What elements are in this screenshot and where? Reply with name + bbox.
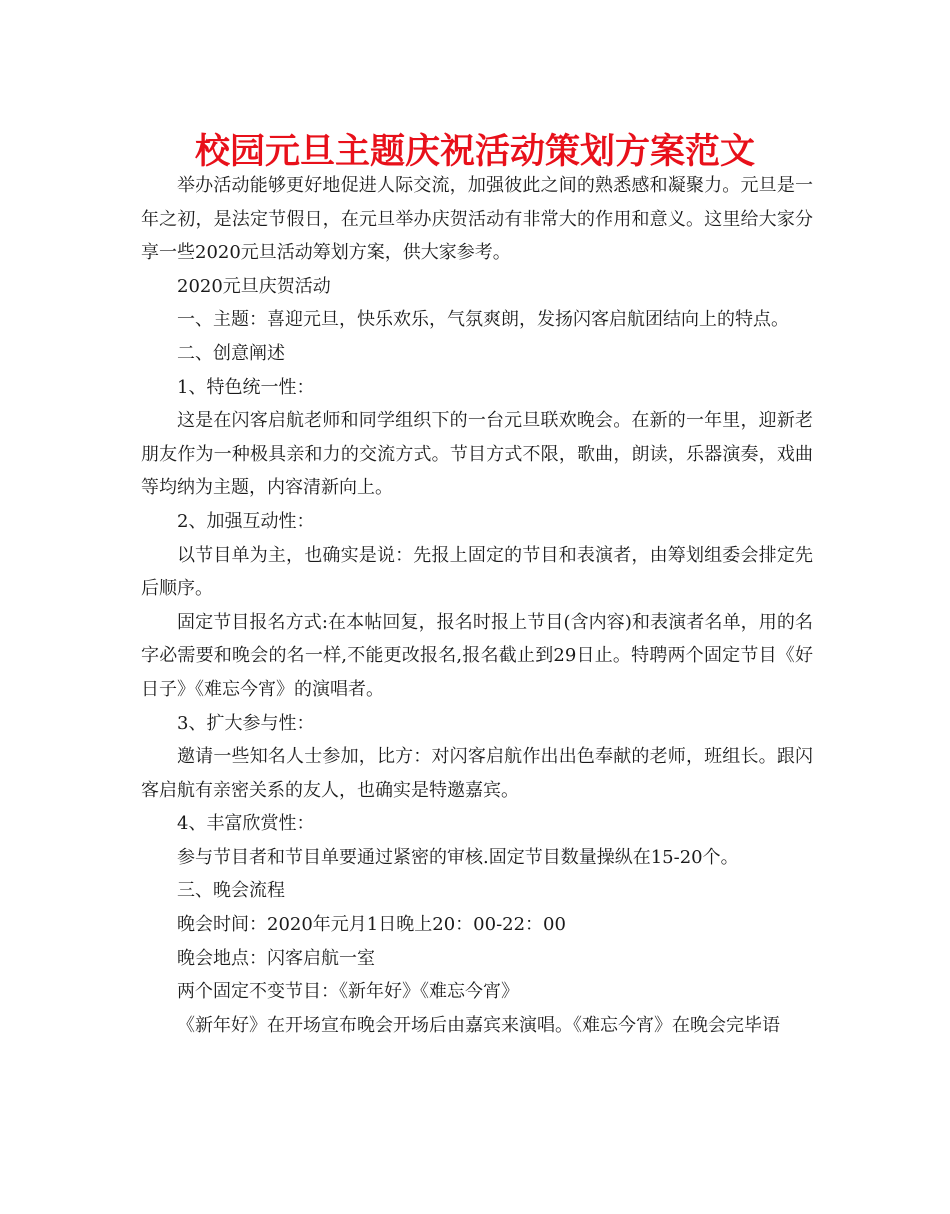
document-body — [141, 169, 813, 1042]
paragraph: 一、主题：喜迎元旦，快乐欢乐，气氛爽朗，发扬闪客启航团结向上的特点。 — [177, 309, 789, 331]
paragraph: 《新年好》在开场宣布晚会开场后由嘉宾来演唱。《难忘今宵》在晚会完毕语 — [177, 1014, 780, 1036]
paragraph: 两个固定不变节目：《新年好》《难忘今宵》 — [177, 981, 519, 1003]
subsection-heading: 1、特色统一性： — [177, 376, 315, 398]
subsection-heading: 3、扩大参与性： — [177, 712, 315, 734]
paragraph: 晚会时间：2020年元月1日晚上20：00-22：00 — [177, 914, 566, 936]
subsection-heading: 4、丰富欣赏性： — [177, 813, 315, 835]
paragraph: 晚会地点：闪客启航一室 — [177, 947, 375, 969]
paragraph: 邀请一些知名人士参加，比方：对闪客启航作出出色奉献的老师，班组长。跟闪客启航有亲密关系的友人，也确实是特邀嘉宾。 — [141, 746, 813, 801]
paragraph: 参与节目者和节目单要通过紧密的审核.固定节目数量操纵在15-20个。 — [177, 846, 739, 868]
paragraph: 以节目单为主，也确实是说：先报上固定的节目和表演者，由筹划组委会排定先后顺序。 — [141, 544, 813, 600]
section-heading: 二、创意阐述 — [177, 342, 285, 364]
subsection-heading: 2、加强互动性： — [177, 510, 315, 532]
paragraph: 2020元旦庆贺活动 — [177, 275, 331, 297]
paragraph: 举办活动能够更好地促进人际交流，加强彼此之间的熟悉感和凝聚力。元旦是一年之初，是法定节假日，在元旦举办庆贺活动有非常大的作用和意义。这里给大家分享一些2020元旦活动筹划方案，供大家参考。 — [141, 175, 813, 264]
document-title: 校园元旦主题庆祝活动策划方案范文 — [194, 132, 755, 172]
paragraph: 固定节目报名方式:在本帖回复，报名时报上节目(含内容)和表演者名单，用的名字必需要和晚会的名一样,不能更改报名,报名截止到29日止。特聘两个固定节目《好日子》《难忘今宵》的演唱者。 — [141, 611, 813, 700]
paragraph: 这是在闪客启航老师和同学组织下的一台元旦联欢晚会。在新的一年里，迎新老朋友作为一种极具亲和力的交流方式。节目方式不限，歌曲，朗读，乐器演奏，戏曲等均纳为主题，内容清新向上。 — [141, 410, 813, 499]
section-heading: 三、晚会流程 — [177, 880, 285, 902]
